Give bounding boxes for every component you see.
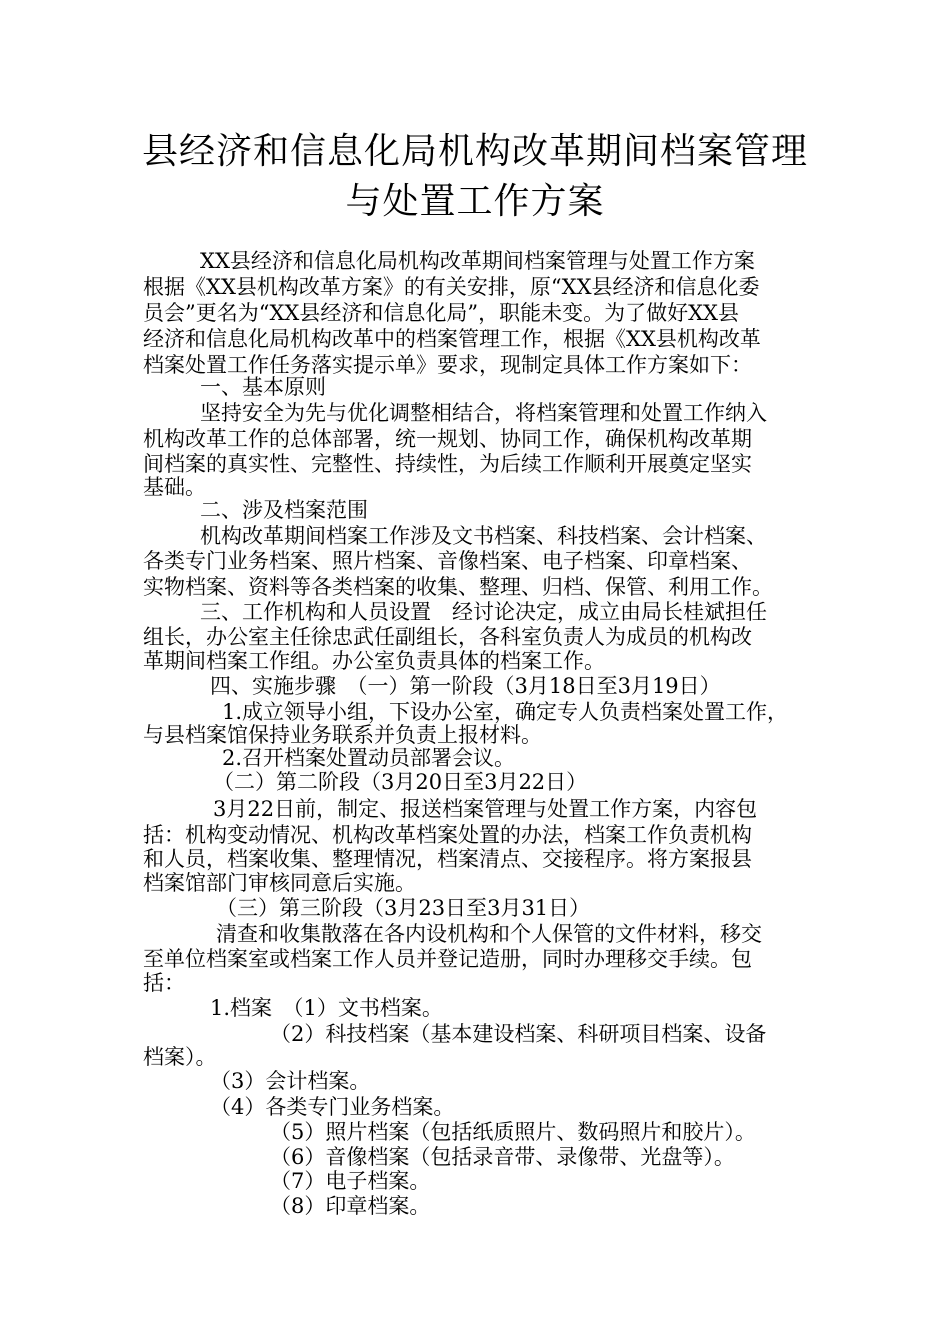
list-item: （8）印章档案。 <box>270 1194 431 1218</box>
paragraph-line: 革期间档案工作组。办公室负责具体的档案工作。 <box>143 649 605 673</box>
list-item: （6）音像档案（包括录音带、录像带、光盘等）。 <box>270 1145 735 1169</box>
paragraph-line: 间档案的真实性、完整性、持续性，为后续工作顺利开展奠定坚实 <box>143 452 752 476</box>
paragraph-line: 机构改革期间档案工作涉及文书档案、科技档案、会计档案、 <box>200 524 767 548</box>
paragraph-line: 括：机构变动情况、机构改革档案处置的办法，档案工作负责机构 <box>143 823 752 847</box>
paragraph-line: 机构改革工作的总体部署，统一规划、协同工作，确保机构改革期 <box>143 427 752 451</box>
paragraph-line: XX县经济和信息化局机构改革期间档案管理与处置工作方案 <box>200 249 755 273</box>
section-heading: 三、工作机构和人员设置 经讨论决定，成立由局长桂斌担任 <box>200 600 767 624</box>
list-item: （5）照片档案（包括纸质照片、数码照片和胶片）。 <box>270 1120 756 1144</box>
subsection-heading: （三）第三阶段（3月23日至3月31日） <box>216 896 591 920</box>
document-title-line-2: 与处置工作方案 <box>345 181 605 222</box>
paragraph-line: 档案馆部门审核同意后实施。 <box>143 871 416 895</box>
paragraph-line: 清查和收集散落在各内设机构和个人保管的文件材料，移交 <box>216 922 762 946</box>
list-item: （2）科技档案（基本建设档案、科研项目档案、设备 <box>270 1022 767 1046</box>
paragraph-line: 坚持安全为先与优化调整相结合，将档案管理和处置工作纳入 <box>200 401 767 425</box>
paragraph-line: 与县档案馆保持业务联系并负责上报材料。 <box>143 723 542 747</box>
paragraph-line: 2.召开档案处置动员部署会议。 <box>222 746 516 770</box>
section-heading: 一、基本原则 <box>200 375 326 399</box>
paragraph-line: 组长，办公室主任徐忠武任副组长，各科室负责人为成员的机构改 <box>143 625 752 649</box>
list-item: （3）会计档案。 <box>210 1069 371 1093</box>
paragraph-line: 和人员，档案收集、整理情况，档案清点、交接程序。将方案报县 <box>143 847 752 871</box>
paragraph-line: 各类专门业务档案、照片档案、音像档案、电子档案、印章档案、 <box>143 549 752 573</box>
list-item: （7）电子档案。 <box>270 1169 431 1193</box>
paragraph-line: 档案处置工作任务落实提示单》要求，现制定具体工作方案如下： <box>143 353 752 377</box>
list-item: 1.档案 （1）文书档案。 <box>210 996 443 1020</box>
paragraph-line: 根据《XX县机构改革方案》的有关安排，原“XX县经济和信息化委 <box>143 275 760 299</box>
subsection-heading: （二）第二阶段（3月20日至3月22日） <box>213 770 588 794</box>
list-item: 档案）。 <box>143 1045 217 1069</box>
paragraph-line: 3月22日前，制定、报送档案管理与处置工作方案，内容包 <box>213 797 758 821</box>
paragraph-line: 括： <box>143 971 185 995</box>
paragraph-line: 至单位档案室或档案工作人员并登记造册，同时办理移交手续。包 <box>143 947 752 971</box>
list-item: （4）各类专门业务档案。 <box>210 1095 455 1119</box>
section-heading: 四、实施步骤 （一）第一阶段（3月18日至3月19日） <box>210 674 721 698</box>
paragraph-line: 经济和信息化局机构改革中的档案管理工作，根据《XX县机构改革 <box>143 327 761 351</box>
paragraph-line: 员会”更名为“XX县经济和信息化局”，职能未变。为了做好XX县 <box>143 301 740 325</box>
paragraph-line: 实物档案、资料等各类档案的收集、整理、归档、保管、利用工作。 <box>143 575 773 599</box>
paragraph-line: 基础。 <box>143 475 206 499</box>
section-heading: 二、涉及档案范围 <box>200 498 368 522</box>
document-title-line-1: 县经济和信息化局机构改革期间档案管理 <box>141 131 808 172</box>
paragraph-line: 1.成立领导小组，下设办公室，确定专人负责档案处置工作， <box>222 700 789 724</box>
